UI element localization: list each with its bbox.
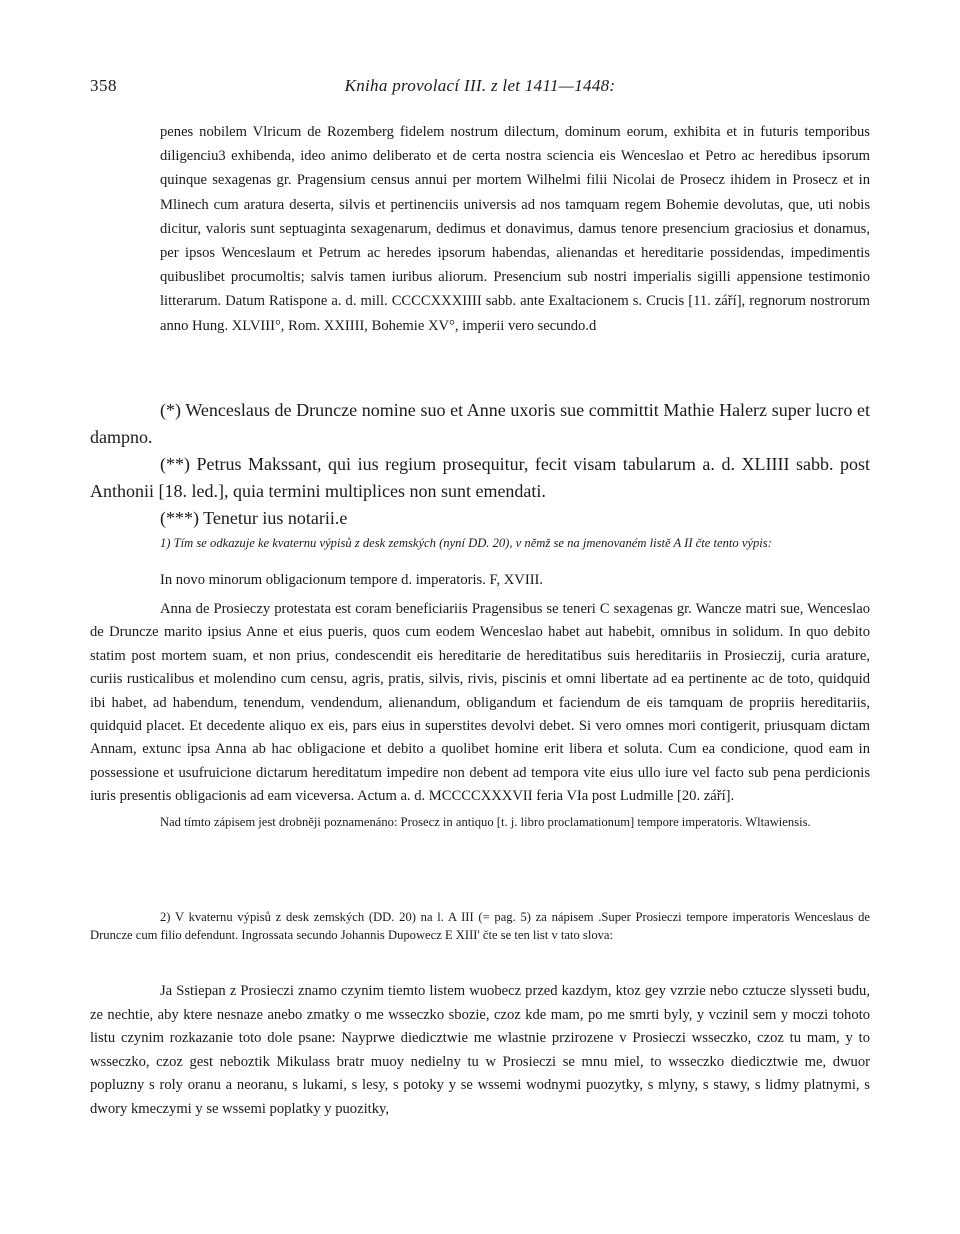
footnote-2 [90,908,870,944]
marginal-annotations [90,397,870,532]
catalog-entry: In novo minorum obligacionum tempore d. imperatoris. F, XVIII. [160,572,544,588]
page-number: 358 [90,76,117,95]
obligation-record [90,598,870,831]
annotation-2: (**) Petrus Makssant, qui ius regium prosequitur, fecit visam tabularum a. d. XLIIII sabb. post Anthonii [18. led.], quia termini multiplices non sunt emendati. [90,454,870,501]
page-header [90,76,870,100]
record-paragraph: Anna de Prosieczy protestata est coram beneficiariis Pragensibus se teneri C sexagenas gr. Wancze matri sue, Wenceslao de Druncze marito ipsius Anne et eius pueris, quos cum eodem Wenceslao habet aut habebit, omnibus in solidum. In quo debito statim post mortem suam, et non prius, condescendit eis hereditarie de hereditatibus suis hereditariis in Prosieczij, curia arature, curiis rusticalibus et molendino cum censu, agris, pratis, silvis, rivis, piscinis et omni libertate ad ea pertinente ac de toto, quidquid ibi habet, ad habendum, tenendum, vendendum, alienandum, obligandum et faciendum de eis tamquam de propriis hereditariis, quidquid placet. Et decedente aliquo ex eis, pars eius in superstites devolvi debet. Si vero omnes mori contigerit, priusquam dictam Annam, extunc ipsa Anna ab hac obligacione et debito a quolibet homine erit libera et soluta. Cum ea condicione, quod eam in possessione et usufruicione dictarum hereditatum impedire non debent ad tempora vite eius ullo iure vel facto sub pena perdicionis iuris presentis obligacionis ad eam viceversa. Actum a. d. MCCCCXXXVII feria VIa post Ludmille [20. září]. [90,601,870,805]
charter-text: penes nobilem Vlricum de Rozemberg fidelem nostrum dilectum, dominum eorum, exhibita et in futuris temporibus diligenciu3 exhibenda, ideo animo deliberato et de certa nostra sciencia eis Wenceslao et Petro ac heredibus ipsorum quinque sexagenas gr. Pragensium census annui per mortem Wilhelmi filii Nicolai de Prosecz ihidem in Prosecz et in Mlinech cum aratura deserta, silvis et pertinenciis universis ad nos tamquam regem Bohemie devolutas, que, uti nobis dicitur, valoris sunt septuaginta sexagenarum, dedimus et donavimus, damus tenore presencium graciosius et donamus, per ipsos Wenceslaum et Petrum ac heredes ipsorum habendas, alienandas et hereditarie possidendas, impedimentis quibuslibet procumoltis; salvis tamen iuribus aliorum. Presencium sub nostri imperialis sigilli appensione testimonio litterarum. Datum Ratispone a. d. mill. CCCCXXXIIII sabb. ante Exaltacionem s. Crucis [11. září], regnorum nostrorum anno Hung. XLVIII°, Rom. XXIIII, Bohemie XV°, imperii vero secundo.d [160,124,870,334]
czech-letter [90,980,870,1122]
record-note: Nad tímto zápisem jest drobněji poznamenáno: Prosecz in antiquo [t. j. libro proclamationum] tempore imperatoris. Wltawiensis. [160,814,811,829]
czech-letter-text: Ja Sstiepan z Prosieczi znamo czynim tiemto listem wuobecz przed kazdym, ktoz gey vzrzie nebo cztucze slysseti budu, ze nechtie, aby ktere nesnaze anebo zmatky o me wsseczko sbozie, czoz kde mam, po me smrti byly, y vczinil sem y moczi tohoto listu czynim rozkazanie toto dole psane: Nayprwe diedicztwie me wlastnie przirozene v Prosieczi wsseczko, czoz tu mam, y to wsseczko, czoz gest neboztik Mikulass bratr muoy nedielny tu w Prosieczi se mnu miel, to wsseczko diedicztwie me, dwuor popluzny s roly oranu a neoranu, s lukami, s lesy, s potoky y se wssemi wodnymi puozytky, s mlyny, s stawy, s lidmy platnymi, s dwory kmeczymi y se wssemi poplatky y puozitky, [90,983,870,1117]
footnote-2-text: 2) V kvaternu výpisů z desk zemských (DD. 20) na l. A III (= pag. 5) za nápisem .Super Prosieczi tempore imperatoris Wenceslaus de Druncze cum filio defendunt. Ingrossata secundo Johannis Dupowecz E XIII' čte se ten list v tato slova: [90,910,870,942]
footnote-1 [90,534,870,552]
running-title: Kniha provolací III. z let 1411—1448: [344,76,616,95]
footnote-1-text: 1) Tím se odkazuje ke kvaternu výpisů z desk zemských (nyní DD. 20), v němž se na jmenovaném listě A II čte tento výpis: [160,536,772,550]
annotation-3: (***) Tenetur ius notarii.e [160,508,348,528]
annotation-1: (*) Wenceslaus de Druncze nomine suo et Anne uxoris sue committit Mathie Halerz super lucro et dampno. [90,400,870,447]
